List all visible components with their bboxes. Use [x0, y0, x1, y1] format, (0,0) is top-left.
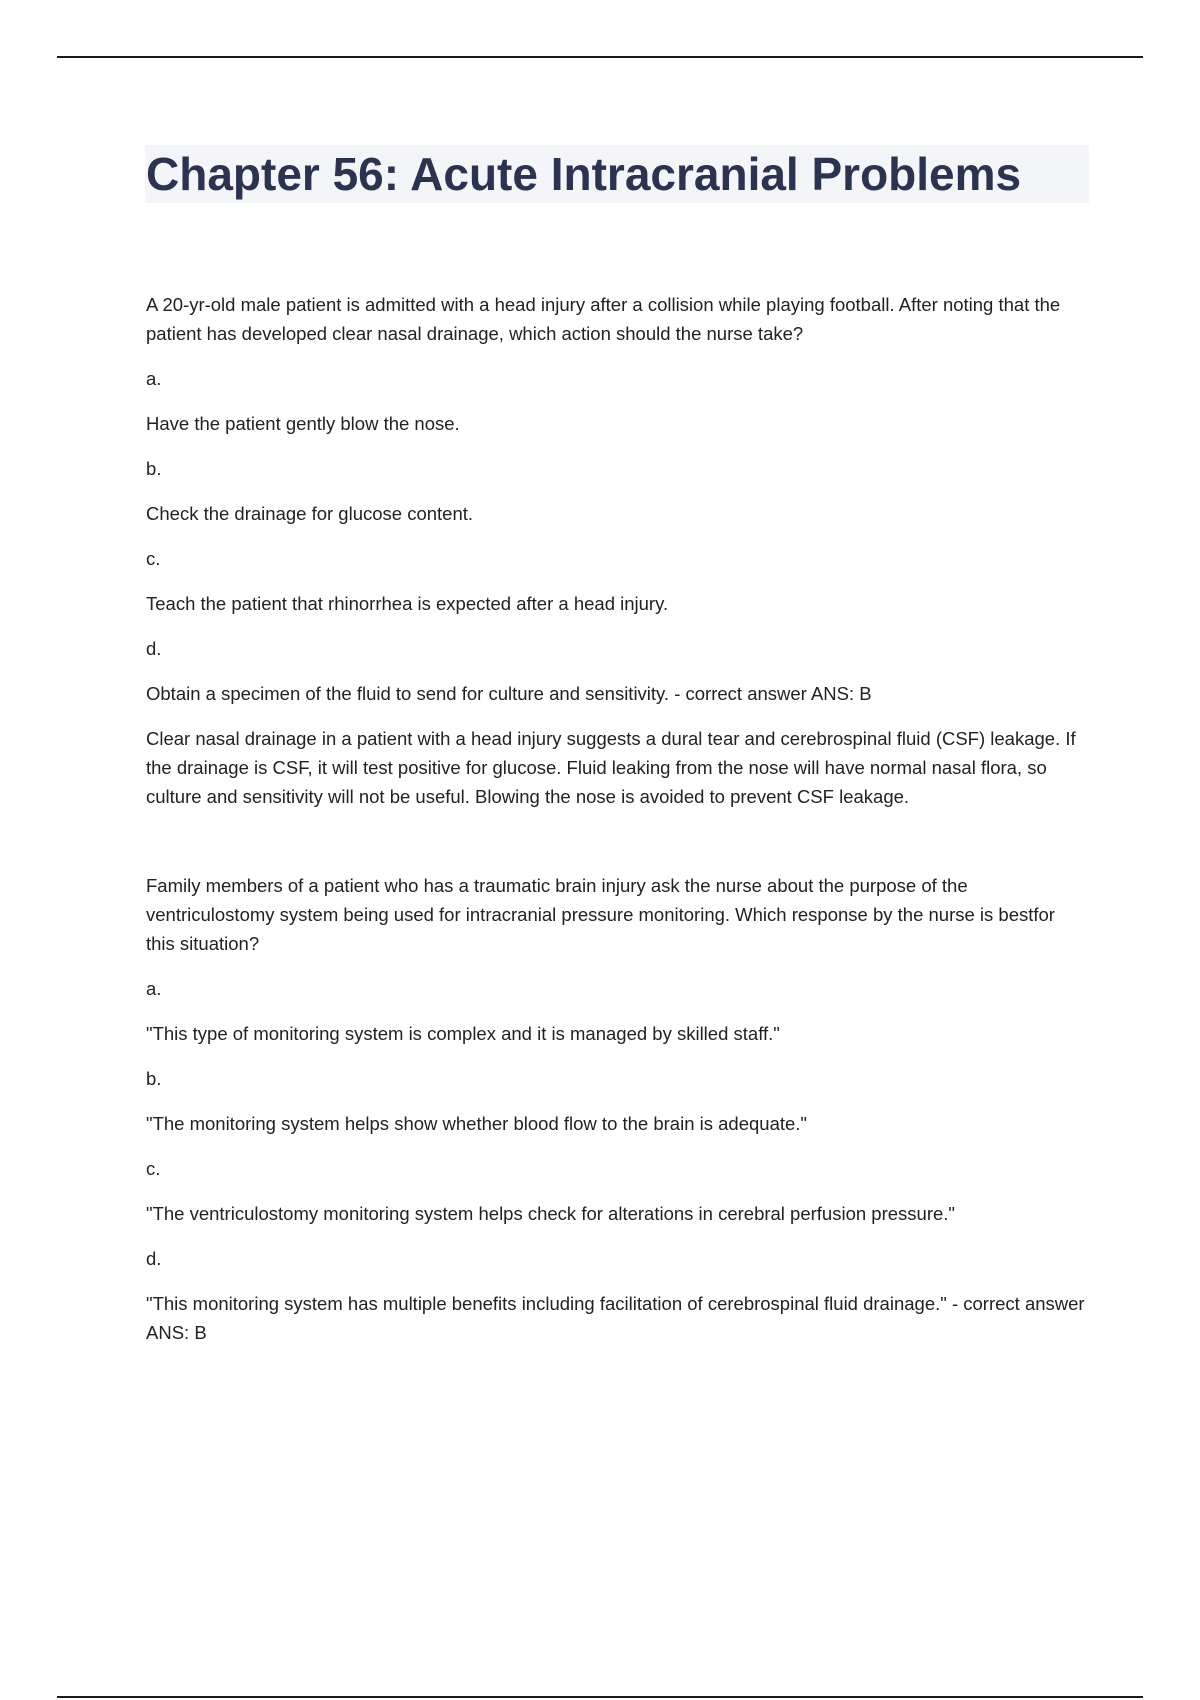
question-stem: Family members of a patient who has a traumatic brain injury ask the nurse about the purpose of the ventriculostomy system being used for intracranial pressure monitoring. Which response by the nurse is bestfor this situation? — [146, 875, 1055, 954]
page-title: Chapter 56: Acute Intracranial Problems — [146, 148, 1022, 200]
document-body — [146, 290, 1086, 1363]
option-letter: d. — [146, 1248, 162, 1269]
question-1 — [146, 290, 1086, 811]
top-divider — [57, 56, 1143, 58]
rationale: Clear nasal drainage in a patient with a head injury suggests a dural tear and cerebrospinal fluid (CSF) leakage. If the drainage is CSF, it will test positive for glucose. Fluid leaking from the nose will have normal nasal flora, so culture and sensitivity will not be useful. Blowing the nose is avoided to prevent CSF leakage. — [146, 728, 1076, 807]
option-letter: a. — [146, 978, 162, 999]
option-letter: c. — [146, 1158, 161, 1179]
option-letter: c. — [146, 548, 161, 569]
option-text: Have the patient gently blow the nose. — [146, 413, 460, 434]
question-stem: A 20-yr-old male patient is admitted with a head injury after a collision while playing football. After noting that the patient has developed clear nasal drainage, which action should the nurse take? — [146, 294, 1061, 344]
option-text: "This type of monitoring system is complex and it is managed by skilled staff." — [146, 1023, 780, 1044]
question-2 — [146, 871, 1086, 1347]
option-text: "The ventriculostomy monitoring system helps check for alterations in cerebral perfusion pressure." — [146, 1203, 955, 1224]
option-letter: b. — [146, 1068, 162, 1089]
option-letter: b. — [146, 458, 162, 479]
option-text: Check the drainage for glucose content. — [146, 503, 474, 524]
option-text: "The monitoring system helps show whether blood flow to the brain is adequate." — [146, 1113, 807, 1134]
option-letter: a. — [146, 368, 162, 389]
option-text: "This monitoring system has multiple benefits including facilitation of cerebrospinal fluid drainage." - correct answer ANS: B — [146, 1293, 1085, 1343]
option-text: Obtain a specimen of the fluid to send for culture and sensitivity. - correct answer ANS: B — [146, 683, 872, 704]
bottom-divider — [57, 1696, 1143, 1698]
option-letter: d. — [146, 638, 162, 659]
option-text: Teach the patient that rhinorrhea is expected after a head injury. — [146, 593, 669, 614]
